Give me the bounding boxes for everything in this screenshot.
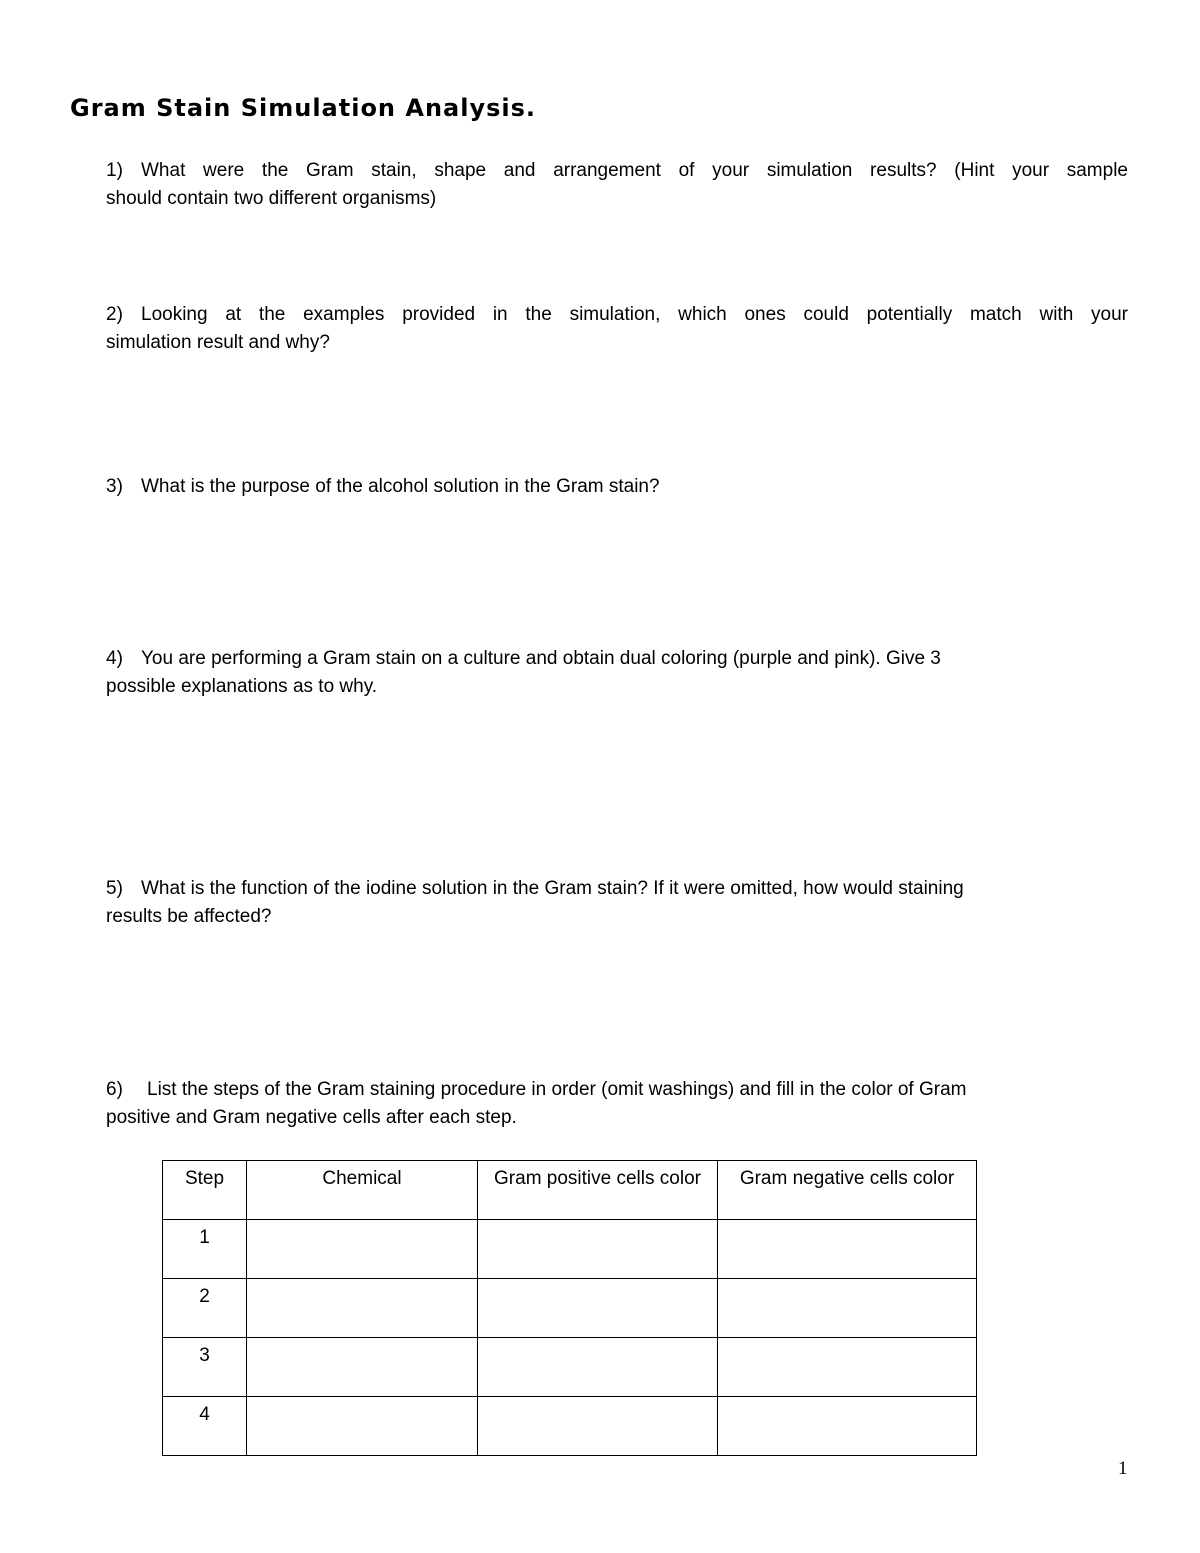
gram-positive-color-cell[interactable] <box>478 1279 718 1338</box>
table-row <box>163 1279 977 1338</box>
question-text: List the steps of the Gram staining procedure in order (omit washings) and fill in the color of Gram <box>147 1079 967 1100</box>
question-text: You are performing a Gram stain on a culture and obtain dual coloring (purple and pink). Give 3 <box>141 648 941 669</box>
gram-positive-color-cell[interactable] <box>478 1220 718 1279</box>
gram-stain-steps-table <box>162 1160 977 1456</box>
header-gram-negative-color: Gram negative cells color <box>718 1161 977 1220</box>
table-row <box>163 1397 977 1456</box>
question-3 <box>106 473 1128 501</box>
question-4 <box>106 645 1128 701</box>
question-6-line-1 <box>106 1076 1128 1104</box>
question-number: 1) <box>106 160 123 181</box>
question-2-line-1 <box>106 301 1128 329</box>
document-title: Gram Stain Simulation Analysis. <box>70 94 537 122</box>
gram-negative-color-cell[interactable] <box>718 1279 977 1338</box>
chemical-cell[interactable] <box>247 1397 478 1456</box>
question-number: 5) <box>106 878 123 899</box>
question-5 <box>106 875 1128 931</box>
question-number: 3) <box>106 476 123 497</box>
header-gram-positive-color: Gram positive cells color <box>478 1161 718 1220</box>
question-5-line-2: results be affected? <box>106 906 272 927</box>
question-number: 6) <box>106 1079 123 1100</box>
question-4-line-1 <box>106 645 1128 673</box>
question-3-line-1 <box>106 473 1128 501</box>
question-2 <box>106 301 1128 357</box>
gram-positive-color-cell[interactable] <box>478 1338 718 1397</box>
header-step: Step <box>163 1161 247 1220</box>
question-text: What were the Gram stain, shape and arrangement of your simulation results? (Hint your sample <box>141 160 1128 181</box>
step-number: 3 <box>163 1338 247 1397</box>
question-number: 4) <box>106 648 123 669</box>
question-1 <box>106 157 1128 213</box>
page-number: 1 <box>1118 1458 1128 1479</box>
step-number: 1 <box>163 1220 247 1279</box>
gram-negative-color-cell[interactable] <box>718 1220 977 1279</box>
table-header-row <box>163 1161 977 1220</box>
chemical-cell[interactable] <box>247 1279 478 1338</box>
step-number: 2 <box>163 1279 247 1338</box>
chemical-cell[interactable] <box>247 1220 478 1279</box>
gram-positive-color-cell[interactable] <box>478 1397 718 1456</box>
question-1-line-2: should contain two different organisms) <box>106 188 437 209</box>
question-6-line-2: positive and Gram negative cells after each step. <box>106 1107 517 1128</box>
question-4-line-2: possible explanations as to why. <box>106 676 378 697</box>
question-text: What is the purpose of the alcohol solution in the Gram stain? <box>141 476 660 497</box>
question-5-line-1 <box>106 875 1128 903</box>
table-row <box>163 1220 977 1279</box>
gram-negative-color-cell[interactable] <box>718 1397 977 1456</box>
question-2-line-2: simulation result and why? <box>106 332 330 353</box>
question-text: Looking at the examples provided in the simulation, which ones could potentially match with your <box>141 304 1128 325</box>
question-number: 2) <box>106 304 123 325</box>
chemical-cell[interactable] <box>247 1338 478 1397</box>
step-number: 4 <box>163 1397 247 1456</box>
header-chemical: Chemical <box>247 1161 478 1220</box>
gram-negative-color-cell[interactable] <box>718 1338 977 1397</box>
table-row <box>163 1338 977 1397</box>
question-text: What is the function of the iodine solution in the Gram stain? If it were omitted, how would staining <box>141 878 964 899</box>
question-1-line-1 <box>106 157 1128 185</box>
question-6 <box>106 1076 1128 1132</box>
